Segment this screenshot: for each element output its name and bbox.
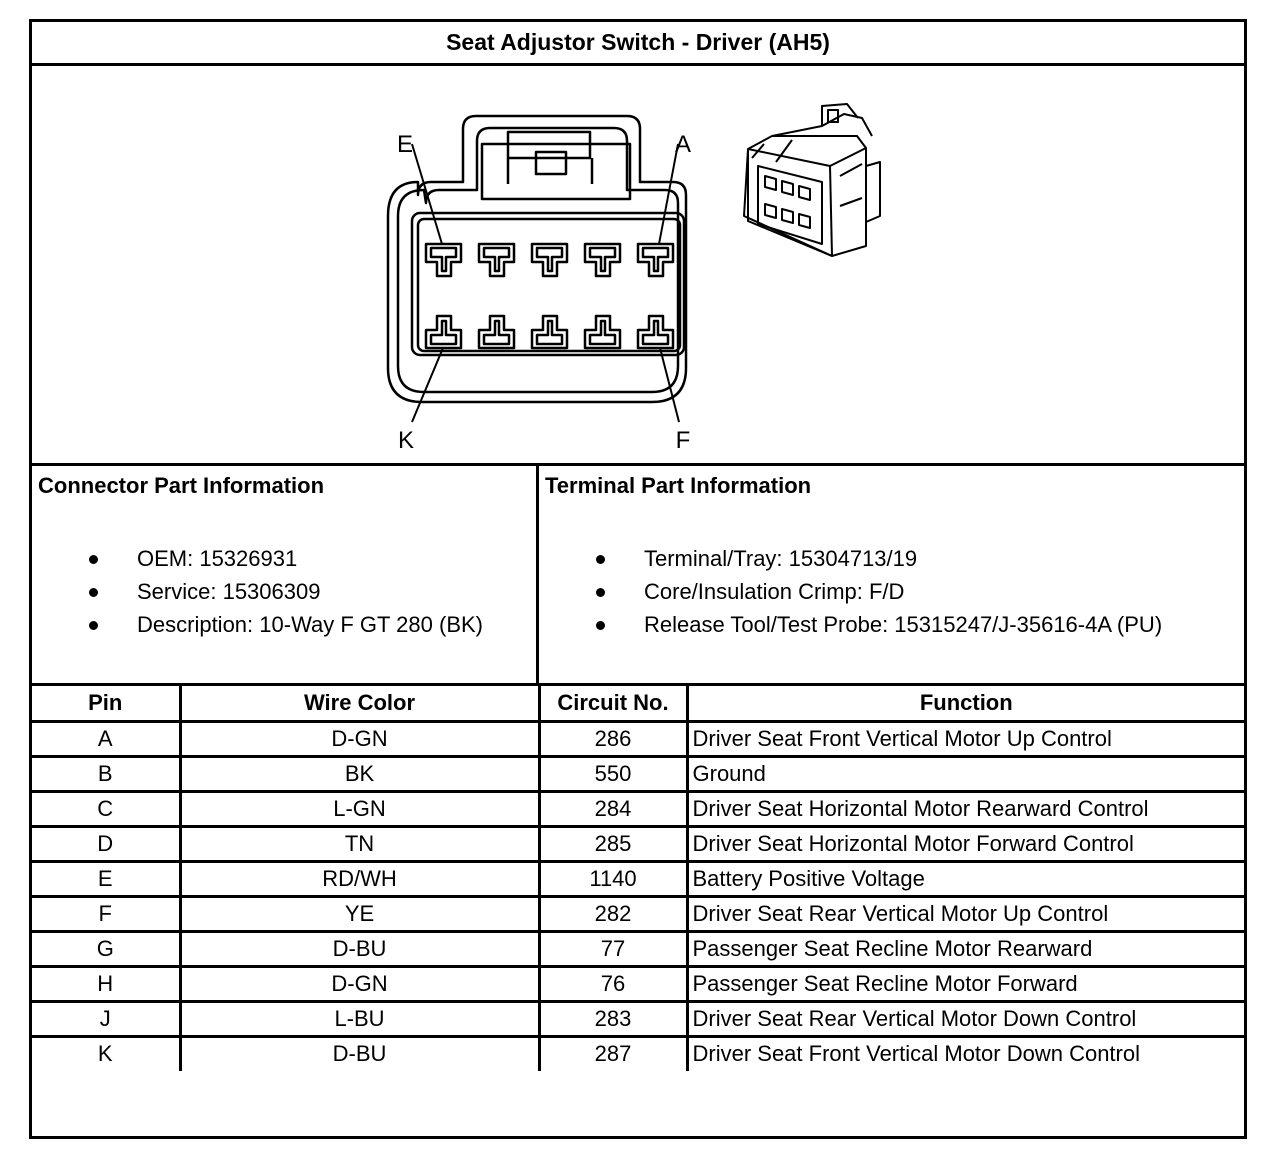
table-row [32, 966, 1244, 1001]
pin-cell: E [32, 861, 180, 896]
table-row [32, 756, 1244, 791]
wire-color-cell: D-GN [180, 721, 539, 756]
circuit-cell: 1140 [539, 861, 687, 896]
wire-color-cell: L-BU [180, 1001, 539, 1036]
wire-color-cell: L-GN [180, 791, 539, 826]
wire-color-cell: RD/WH [180, 861, 539, 896]
wire-color-cell: BK [180, 756, 539, 791]
function-cell: Battery Positive Voltage [687, 861, 1244, 896]
pin-cell: G [32, 931, 180, 966]
function-cell: Passenger Seat Recline Motor Rearward [687, 931, 1244, 966]
pinout-table [32, 686, 1244, 1071]
function-cell: Driver Seat Rear Vertical Motor Down Control [687, 1001, 1244, 1036]
header-pin: Pin [32, 686, 180, 721]
callout-f: F [675, 427, 691, 454]
function-cell: Driver Seat Front Vertical Motor Up Control [687, 721, 1244, 756]
circuit-cell: 283 [539, 1001, 687, 1036]
pin-cell: K [32, 1036, 180, 1071]
pin-cell: H [32, 966, 180, 1001]
circuit-cell: 76 [539, 966, 687, 1001]
wire-color-cell: D-BU [180, 931, 539, 966]
function-cell: Driver Seat Front Vertical Motor Down Control [687, 1036, 1244, 1071]
wire-color-cell: TN [180, 826, 539, 861]
pin-cell: C [32, 791, 180, 826]
connector-service: Service: 15306309 [32, 575, 483, 608]
function-cell: Driver Seat Horizontal Motor Rearward Control [687, 791, 1244, 826]
wire-color-cell: D-BU [180, 1036, 539, 1071]
wire-color-cell: YE [180, 896, 539, 931]
table-row [32, 896, 1244, 931]
terminal-part-info-heading: Terminal Part Information [545, 473, 812, 498]
circuit-cell: 550 [539, 756, 687, 791]
table-row [32, 826, 1244, 861]
table-header-row [32, 686, 1244, 721]
table-row [32, 1001, 1244, 1036]
terminal-release-tool: Release Tool/Test Probe: 15315247/J-35616-4A (PU) [539, 608, 1162, 641]
connector-description: Description: 10-Way F GT 280 (BK) [32, 608, 483, 641]
circuit-cell: 287 [539, 1036, 687, 1071]
circuit-cell: 286 [539, 721, 687, 756]
connector-oem: OEM: 15326931 [32, 542, 483, 575]
header-wire-color: Wire Color [180, 686, 539, 721]
callout-a: A [674, 131, 692, 158]
terminal-tray: Terminal/Tray: 15304713/19 [539, 542, 1162, 575]
pin-cell: D [32, 826, 180, 861]
circuit-cell: 77 [539, 931, 687, 966]
function-cell: Ground [687, 756, 1244, 791]
function-cell: Driver Seat Horizontal Motor Forward Control [687, 826, 1244, 861]
table-row [32, 791, 1244, 826]
connector-3d-icon [744, 104, 880, 256]
function-cell: Driver Seat Rear Vertical Motor Up Control [687, 896, 1244, 931]
terminal-part-info-list [539, 542, 1162, 641]
pin-cell: A [32, 721, 180, 756]
circuit-cell: 285 [539, 826, 687, 861]
part-information [32, 466, 1244, 686]
terminal-crimp: Core/Insulation Crimp: F/D [539, 575, 1162, 608]
callout-e: E [396, 131, 414, 158]
terminal-part-info [539, 466, 1247, 683]
table-row [32, 721, 1244, 756]
pin-cell: B [32, 756, 180, 791]
circuit-cell: 282 [539, 896, 687, 931]
connector-diagram [32, 66, 1244, 466]
pin-cell: J [32, 1001, 180, 1036]
table-row [32, 931, 1244, 966]
connector-part-info-list [32, 542, 483, 641]
table-row [32, 861, 1244, 896]
page-title: Seat Adjustor Switch - Driver (AH5) [32, 22, 1244, 66]
table-row [32, 1036, 1244, 1071]
header-circuit-no: Circuit No. [539, 686, 687, 721]
connector-face-icon [32, 66, 1244, 466]
wire-color-cell: D-GN [180, 966, 539, 1001]
connector-part-info [32, 466, 539, 683]
pin-cell: F [32, 896, 180, 931]
callout-k: K [397, 427, 415, 454]
connector-sheet [29, 19, 1247, 1139]
header-function: Function [687, 686, 1244, 721]
circuit-cell: 284 [539, 791, 687, 826]
connector-part-info-heading: Connector Part Information [38, 473, 325, 498]
function-cell: Passenger Seat Recline Motor Forward [687, 966, 1244, 1001]
